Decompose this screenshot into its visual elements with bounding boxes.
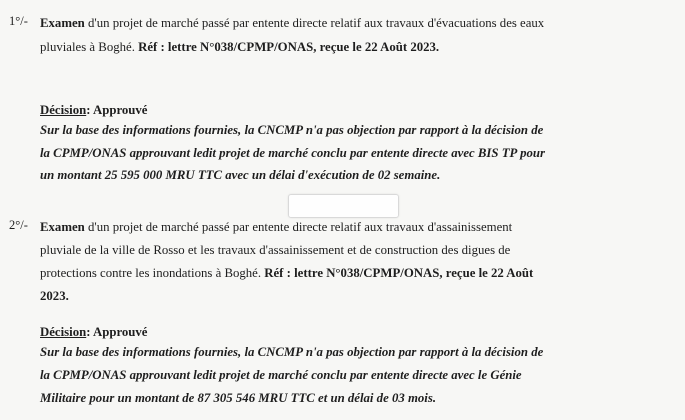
overlay-box bbox=[288, 194, 399, 218]
item-text: pluviale de la ville de Rosso et les travaux d'assainissement et de construction des digues de bbox=[40, 243, 511, 257]
item-line bbox=[40, 40, 439, 55]
item-reference: Réf : lettre N°038/CPMP/ONAS, reçue le 22 Août bbox=[264, 266, 534, 280]
item-line bbox=[40, 16, 544, 31]
item-line bbox=[40, 289, 69, 304]
item-line bbox=[40, 243, 510, 258]
item-text: d'un projet de marché passé par entente directe relatif aux travaux d'assainissement bbox=[84, 220, 513, 234]
item-text: d'un projet de marché passé par entente directe relatif aux travaux d'évacuations des eaux bbox=[84, 16, 545, 30]
decision-heading bbox=[40, 325, 148, 340]
item-text: pluviales à Boghé. bbox=[40, 40, 139, 54]
decision-text-line: Sur la base des informations fournies, la CNCMP n'a pas objection par rapport à la décision de bbox=[40, 123, 544, 137]
decision-text-line: Militaire pour un montant de 87 305 546 MRU TTC et un délai de 03 mois. bbox=[40, 391, 437, 405]
decision-value: : Approuvé bbox=[86, 103, 148, 117]
item-number: 2°/- bbox=[9, 218, 28, 232]
item-reference: Réf : lettre N°038/CPMP/ONAS, reçue le 22 Août 2023. bbox=[138, 40, 440, 54]
decision-text-line: Sur la base des informations fournies, la CNCMP n'a pas objection par rapport à la décision de bbox=[40, 345, 544, 359]
item-line bbox=[40, 266, 533, 281]
decision-text-line: un montant 25 595 000 MRU TTC avec un délai d'exécution de 02 semaine. bbox=[40, 168, 441, 182]
item-lead: Examen bbox=[40, 220, 85, 234]
decision-heading bbox=[40, 103, 148, 118]
decision-text-line: la CPMP/ONAS approuvant ledit projet de marché conclu par entente directe avec BIS TP pour bbox=[40, 146, 545, 160]
decision-text-line: la CPMP/ONAS approuvant ledit projet de marché conclu par entente directe avec le Génie bbox=[40, 368, 522, 382]
item-reference: 2023. bbox=[40, 289, 69, 303]
item-number: 1°/- bbox=[9, 14, 28, 28]
item-line bbox=[40, 220, 512, 235]
decision-label: Décision bbox=[40, 103, 87, 117]
item-text: protections contre les inondations à Boghé. bbox=[40, 266, 265, 280]
decision-label: Décision bbox=[40, 325, 87, 339]
item-lead: Examen bbox=[40, 16, 85, 30]
decision-value: : Approuvé bbox=[86, 325, 148, 339]
